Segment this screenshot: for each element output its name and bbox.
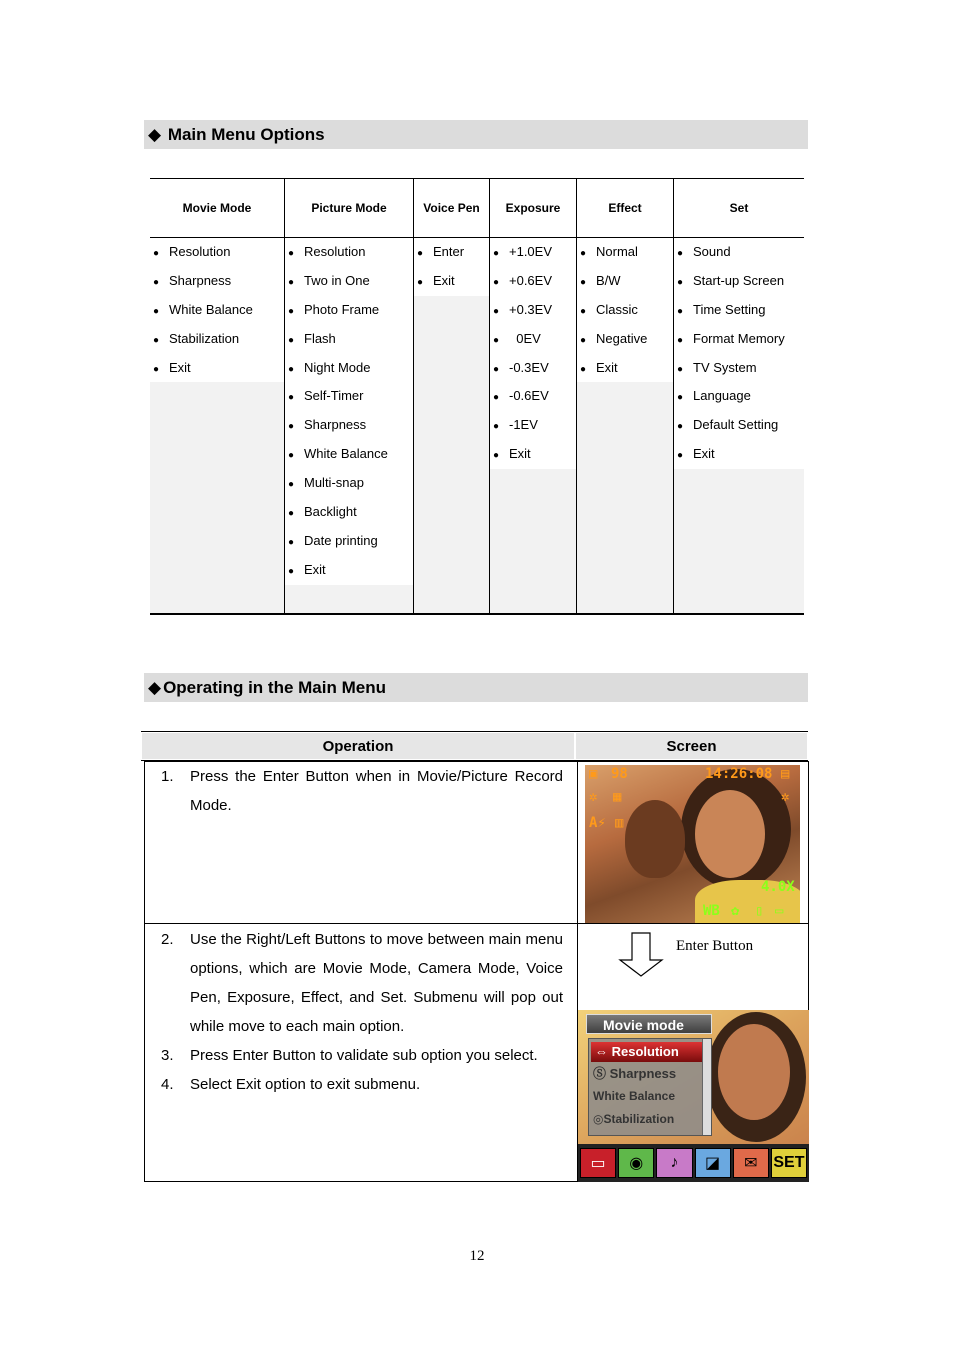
menu-column-effect <box>577 179 674 613</box>
option-label: Language <box>693 388 751 404</box>
section-heading-operating <box>144 673 808 702</box>
list-item <box>674 411 804 440</box>
white-balance-indicator: WB <box>703 903 720 919</box>
bullet-icon: ● <box>153 248 160 259</box>
list-item <box>285 238 413 267</box>
bullet-icon: ● <box>493 305 500 317</box>
operation-table <box>144 761 809 1182</box>
list-item <box>285 527 413 556</box>
step-number: 2. <box>161 931 174 948</box>
option-list <box>285 238 413 585</box>
option-label: Format Memory <box>693 330 785 346</box>
screen-column-header: Screen <box>575 732 808 760</box>
option-label: B/W <box>596 272 621 288</box>
camera-menu-screen <box>578 1010 809 1182</box>
operation-table-header <box>141 731 808 761</box>
camera-mode-tab-icon[interactable]: ◉ <box>618 1148 654 1178</box>
bullet-icon: ● <box>288 363 295 375</box>
list-item <box>285 296 413 325</box>
list-item <box>490 325 576 354</box>
menu-column-voice-pen <box>414 179 490 613</box>
list-item <box>414 238 489 267</box>
option-label: Negative <box>596 330 648 346</box>
option-label: Exit <box>509 446 531 462</box>
step-item <box>145 762 577 820</box>
bullet-icon: ● <box>288 508 295 520</box>
list-item <box>577 354 673 383</box>
enter-button-label: Enter Button <box>676 938 754 954</box>
column-header: Set <box>674 179 804 238</box>
option-label: -1EV <box>509 417 538 433</box>
battery-icon: ▭ <box>775 903 784 919</box>
flash-auto-icon: A⚡ <box>589 815 606 831</box>
list-item <box>674 238 804 267</box>
option-label: Time Setting <box>693 301 766 317</box>
list-item <box>490 238 576 267</box>
bullet-icon: ● <box>153 363 160 375</box>
section-title: Main Menu Options <box>167 125 325 144</box>
bullet-icon: ● <box>580 276 587 288</box>
main-menu-options-table <box>150 178 804 615</box>
bullet-icon: ● <box>677 334 684 346</box>
section-heading-main-menu-options <box>144 120 808 149</box>
memory-card-icon: ▯ <box>755 903 764 919</box>
list-item <box>150 267 284 296</box>
menu-column-set <box>674 179 804 613</box>
list-item <box>490 382 576 411</box>
effect-tab-icon[interactable]: ✉ <box>733 1148 769 1178</box>
option-label: Default Setting <box>693 417 779 433</box>
list-item <box>490 267 576 296</box>
resolution-icon: ⇔ <box>595 1044 612 1059</box>
submenu-item-resolution[interactable]: ⇔ Resolution <box>591 1042 709 1062</box>
submenu-item-sharpness[interactable]: Ⓢ Sharpness <box>593 1066 677 1081</box>
person-face-shape <box>718 1024 790 1120</box>
table-row <box>145 924 808 1182</box>
camera-icon: ▣ <box>589 766 598 782</box>
macro-icon: ✿ <box>731 903 740 919</box>
step-text: Use the Right/Left Buttons to move between main menu options, which are Movie Mode, Camera Mode, Voice Pen, Exposure, Effect, and Set. Submenu will pop out while move to each main option. <box>190 931 563 1035</box>
list-item <box>150 296 284 325</box>
option-label: Exit <box>693 446 715 462</box>
step-item <box>145 925 577 1041</box>
submenu-list <box>588 1038 712 1136</box>
submenu-item-white-balance[interactable]: White Balance <box>593 1089 676 1103</box>
option-list <box>490 238 576 469</box>
option-label: -0.3EV <box>509 359 549 375</box>
bullet-icon: ● <box>288 421 295 433</box>
bullet-icon: ● <box>493 248 500 259</box>
list-item <box>285 354 413 383</box>
option-label: White Balance <box>304 446 388 462</box>
list-item <box>674 440 804 469</box>
bullet-icon: ● <box>493 363 500 375</box>
list-item <box>674 354 804 383</box>
option-label: Sharpness <box>169 272 232 288</box>
list-item <box>285 498 413 527</box>
list-item <box>674 296 804 325</box>
list-item <box>285 469 413 498</box>
diamond-bullet-icon: ◆ <box>148 678 162 697</box>
list-item <box>285 382 413 411</box>
bullet-icon: ● <box>288 248 295 259</box>
step-text: Press the Enter Button when in Movie/Picture Record Mode. <box>190 768 563 814</box>
frame-icon: ▦ <box>613 789 622 805</box>
bullet-icon: ● <box>580 248 587 259</box>
option-label: +0.6EV <box>509 272 553 288</box>
diamond-bullet-icon: ◆ <box>148 125 162 144</box>
voice-pen-tab-icon[interactable]: ♪ <box>656 1148 692 1178</box>
column-header: Effect <box>577 179 673 238</box>
bullet-icon: ● <box>417 276 424 288</box>
list-item <box>150 354 284 383</box>
list-item <box>577 267 673 296</box>
option-label: Two in One <box>304 272 370 288</box>
step-text: Press Enter Button to validate sub option you select. <box>190 1047 538 1064</box>
option-label: Night Mode <box>304 359 371 375</box>
bullet-icon: ● <box>288 536 295 548</box>
bullet-icon: ● <box>580 363 587 375</box>
sharpness-icon: Ⓢ <box>593 1066 610 1081</box>
list-item <box>490 440 576 469</box>
bullet-icon: ● <box>288 565 295 577</box>
step-number: 1. <box>161 768 174 785</box>
option-label: Stabilization <box>169 330 240 346</box>
scrollbar[interactable] <box>702 1039 711 1135</box>
option-label: Enter <box>433 244 465 259</box>
table-row <box>145 762 808 924</box>
list-item <box>150 325 284 354</box>
screen-cell <box>578 762 808 923</box>
list-item <box>150 238 284 267</box>
bullet-icon: ● <box>493 421 500 433</box>
step-number: 4. <box>161 1076 174 1093</box>
bullet-icon: ● <box>288 392 295 404</box>
bullet-icon: ● <box>288 479 295 491</box>
option-label: TV System <box>693 359 757 375</box>
bullet-icon: ● <box>677 392 684 404</box>
bullet-icon: ● <box>153 276 160 288</box>
bullet-icon: ● <box>493 450 500 462</box>
option-label: Exit <box>169 359 191 375</box>
option-list <box>414 238 489 296</box>
bullet-icon: ● <box>493 276 500 288</box>
shots-remaining: 98 <box>611 766 628 782</box>
list-item <box>490 296 576 325</box>
mode-tab-bar <box>578 1144 809 1182</box>
zoom-level: 4.0X <box>761 879 795 895</box>
option-label: White Balance <box>169 301 253 317</box>
set-tab[interactable]: SET <box>771 1148 807 1178</box>
column-header: Picture Mode <box>285 179 413 238</box>
bullet-icon: ● <box>493 392 500 404</box>
option-list <box>150 238 284 382</box>
option-label: Date printing <box>304 532 378 548</box>
bullet-icon: ● <box>417 248 424 259</box>
list-item <box>285 440 413 469</box>
option-label: Self-Timer <box>304 388 364 404</box>
menu-column-exposure <box>490 179 577 613</box>
bullet-icon: ● <box>288 450 295 462</box>
operation-cell <box>145 924 578 1182</box>
bullet-icon: ● <box>580 305 587 317</box>
option-label: Normal <box>596 244 638 259</box>
menu-column-movie-mode <box>150 179 285 613</box>
camera-record-screen <box>585 765 800 923</box>
sparkle-icon: ✲ <box>589 789 598 805</box>
list-item <box>285 267 413 296</box>
movie-mode-tab-icon[interactable]: ▭ <box>580 1148 616 1178</box>
option-label: +0.3EV <box>509 301 553 317</box>
option-label: Flash <box>304 330 336 346</box>
option-label: Exit <box>596 359 618 375</box>
list-item <box>490 411 576 440</box>
screen-cell <box>578 924 808 1182</box>
bullet-icon: ● <box>288 334 295 346</box>
person-face-shape <box>695 790 765 878</box>
bullet-icon: ● <box>677 305 684 317</box>
option-label: Sound <box>693 244 731 259</box>
operation-cell <box>145 762 578 923</box>
section-title: Operating in the Main Menu <box>163 678 386 697</box>
column-header: Exposure <box>490 179 576 238</box>
menu-title: Movie mode <box>586 1014 712 1034</box>
list-item <box>285 325 413 354</box>
option-label: Exit <box>433 272 455 288</box>
option-label: +1.0EV <box>509 244 553 259</box>
bullet-icon: ● <box>677 450 684 462</box>
bullet-icon: ● <box>677 363 684 375</box>
multi-snap-icon: ▥ <box>615 815 624 831</box>
bullet-icon: ● <box>677 421 684 433</box>
list-item <box>285 556 413 585</box>
list-item <box>577 238 673 267</box>
step-text: Select Exit option to exit submenu. <box>190 1076 421 1093</box>
option-label: Resolution <box>304 244 366 259</box>
step-number: 3. <box>161 1047 174 1064</box>
step-item <box>145 1041 577 1070</box>
bullet-icon: ● <box>288 276 295 288</box>
list-item <box>414 267 489 296</box>
operation-column-header: Operation <box>141 732 575 760</box>
bullet-icon: ● <box>288 305 295 317</box>
bullet-icon: ● <box>580 334 587 346</box>
page-number: 12 <box>469 1248 485 1264</box>
list-item <box>577 325 673 354</box>
column-header: Movie Mode <box>150 179 284 238</box>
option-label: Exit <box>304 561 326 577</box>
column-header: Voice Pen <box>414 179 489 238</box>
person-face-shape <box>625 800 685 878</box>
list-item <box>285 411 413 440</box>
list-item <box>577 296 673 325</box>
bullet-icon: ● <box>153 305 160 317</box>
time-display: 14:26:08 <box>705 766 773 782</box>
option-label: Multi-snap <box>304 475 364 491</box>
list-item <box>674 267 804 296</box>
option-label: Classic <box>596 301 638 317</box>
list-item <box>490 354 576 383</box>
stabilization-icon: ◎ <box>593 1112 604 1126</box>
bullet-icon: ● <box>153 334 160 346</box>
submenu-item-stabilization[interactable]: ◎Stabilization <box>593 1112 675 1126</box>
mode-icon: ▤ <box>781 766 790 782</box>
menu-column-picture-mode <box>285 179 414 613</box>
option-label: Photo Frame <box>304 301 380 317</box>
option-label: -0.6EV <box>509 388 549 404</box>
bullet-icon: ● <box>493 334 500 346</box>
bullet-icon: ● <box>677 276 684 288</box>
down-arrow-icon <box>618 932 664 978</box>
option-label: 0EV <box>509 330 541 346</box>
list-item <box>674 382 804 411</box>
exposure-tab-icon[interactable]: ◪ <box>695 1148 731 1178</box>
sparkle-icon: ✲ <box>781 789 790 805</box>
option-label: Resolution <box>169 244 231 259</box>
option-label: Start-up Screen <box>693 272 785 288</box>
bullet-icon: ● <box>677 248 684 259</box>
option-label: Sharpness <box>304 417 367 433</box>
option-list <box>674 238 804 469</box>
option-label: Backlight <box>304 504 357 520</box>
list-item <box>674 325 804 354</box>
option-list <box>577 238 673 382</box>
step-item <box>145 1070 577 1099</box>
